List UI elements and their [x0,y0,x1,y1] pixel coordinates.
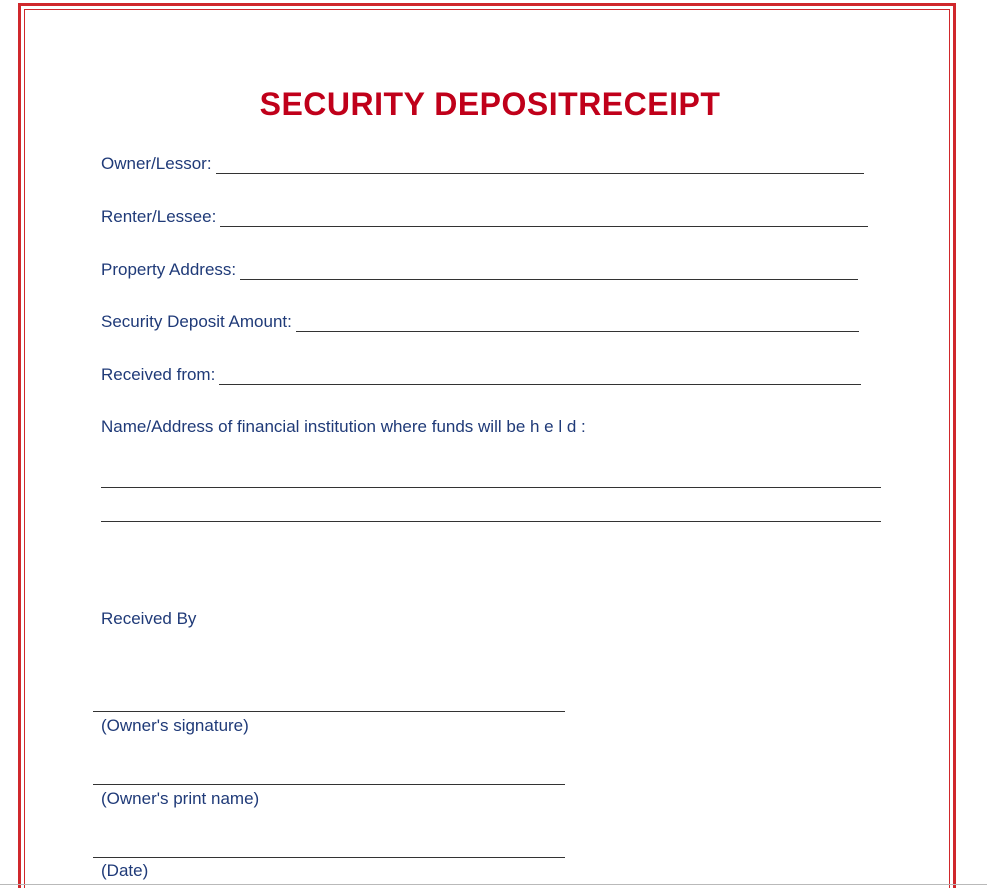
received-by-label: Received By [101,609,197,628]
date-line[interactable] [93,857,565,858]
date-label: (Date) [101,861,149,880]
owner-print-name-label: (Owner's print name) [101,789,260,808]
institution-label: Name/Address of financial institution where funds will be h e l d : [101,417,586,436]
renter-lessee-blank[interactable] [220,226,868,227]
institution-blank-line-2[interactable] [101,521,881,522]
institution-blank-line-1[interactable] [101,487,881,488]
renter-lessee-label: Renter/Lessee: [101,207,217,226]
owner-print-name-line[interactable] [93,784,565,785]
owner-lessor-field [101,154,864,174]
owner-lessor-blank[interactable] [216,173,864,174]
security-deposit-amount-field [101,312,859,332]
document-title: SECURITY DEPOSITRECEIPT [259,86,721,122]
page-border-inner [24,9,950,888]
security-deposit-amount-label: Security Deposit Amount: [101,312,292,331]
received-from-label: Received from: [101,365,216,384]
property-address-label: Property Address: [101,260,237,279]
owner-signature-line[interactable] [93,711,565,712]
renter-lessee-field [101,207,868,227]
received-from-field [101,365,861,385]
property-address-field [101,260,858,280]
property-address-blank[interactable] [240,279,858,280]
page-bottom-edge [0,884,987,885]
received-from-blank[interactable] [219,384,861,385]
owner-lessor-label: Owner/Lessor: [101,154,212,173]
security-deposit-amount-blank[interactable] [296,331,859,332]
owner-signature-label: (Owner's signature) [101,716,249,735]
